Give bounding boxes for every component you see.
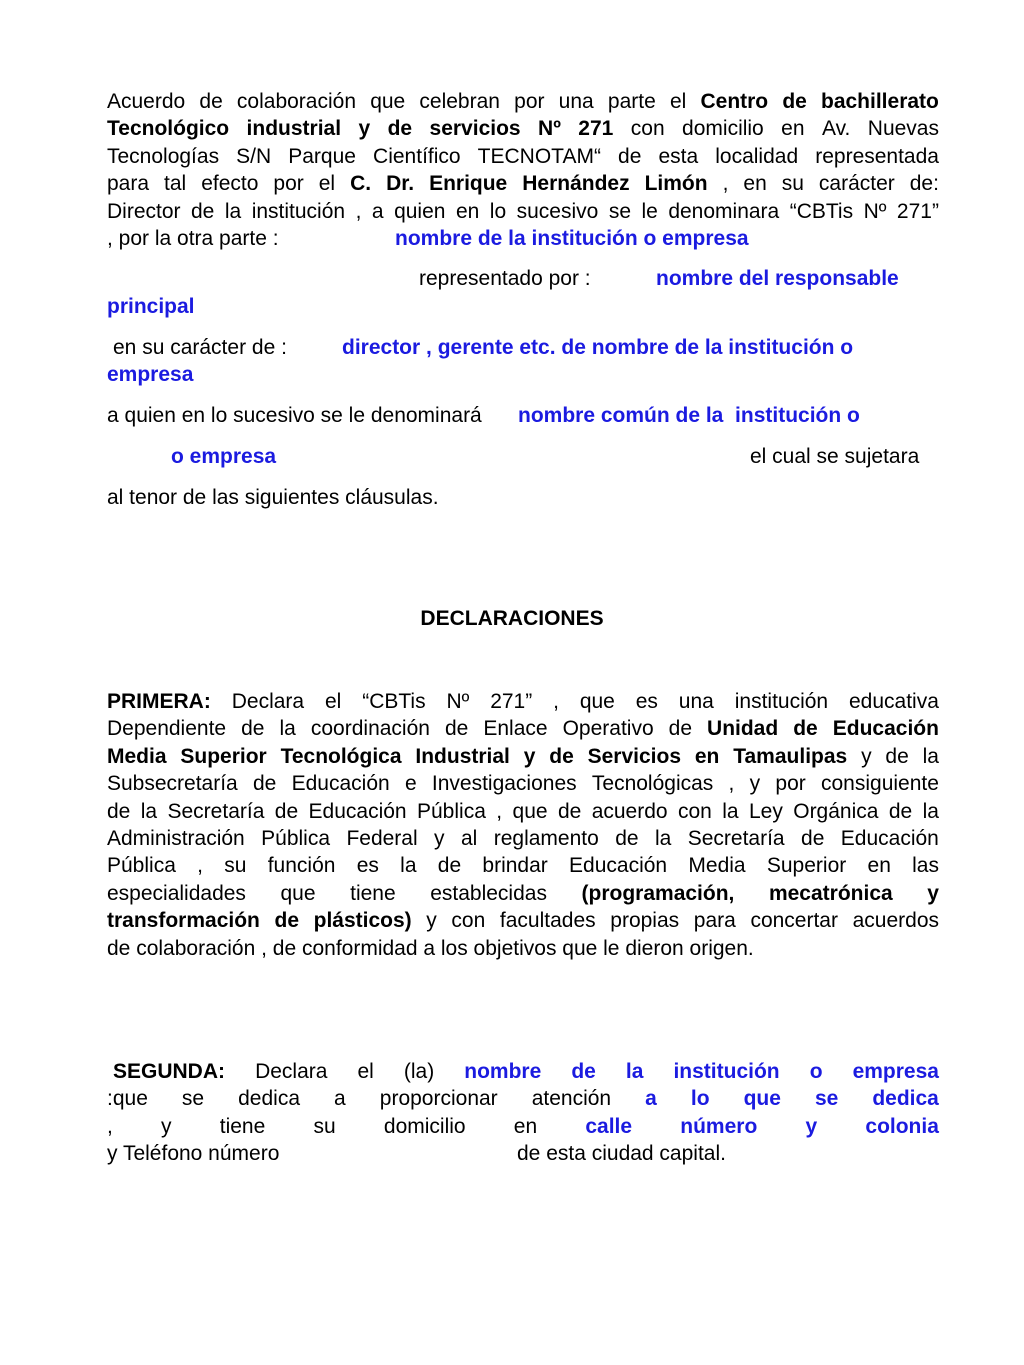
tenor-text: al tenor de las siguientes cláusulas. (107, 486, 439, 509)
primera-line-5: de la Secretaría de Educación Pública , que de acuerdo con la Ley Orgánica de la (107, 799, 939, 823)
intro-line-1: Acuerdo de colaboración que celebran por una parte el Centro de bachillerato (107, 90, 939, 113)
primera-line-8: especialidades que tiene establecidas (programación, mecatrónica y (107, 881, 939, 905)
intro-line-2: Tecnológico industrial y de servicios Nº 271 con domicilio en Av. Nuevas (107, 117, 939, 141)
primera-paragraph (107, 688, 939, 962)
otra-parte-value: nombre de la institución o empresa (395, 227, 749, 250)
segunda-paragraph (107, 1058, 939, 1168)
primera-line-9: transformación de plásticos) y con facultades propias para concertar acuerdos (107, 909, 939, 933)
primera-line-1: PRIMERA: Declara el “CBTis Nº 271” , que es una institución educativa (107, 688, 939, 715)
otra-parte-label: , por la otra parte : (107, 227, 279, 250)
segunda-line-4: y Teléfono número de esta ciudad capital. (107, 1142, 726, 1166)
sujetara-text: el cual se sujetara (750, 445, 920, 468)
representado-value: nombre del responsable (656, 267, 899, 290)
primera-label: PRIMERA: (107, 690, 211, 713)
primera-line-7: Pública , su función es la de brindar Educación Media Superior en las (107, 854, 939, 878)
caracter-label: en su carácter de : (113, 336, 287, 359)
declaraciones-heading: DECLARACIONES (420, 607, 604, 630)
primera-line-4: Subsecretaría de Educación e Investigaciones Tecnológicas , y por consiguiente (107, 772, 939, 796)
segunda-line-3: , y tiene su domicilio en calle número y colonia (107, 1114, 939, 1138)
segunda-line-2: :que se dedica a proporcionar atención a lo que se dedica (107, 1087, 939, 1111)
intro-line-3: Tecnologías S/N Parque Científico TECNOTAM“ de esta localidad representada (107, 144, 939, 168)
intro-line-5: Director de la institución , a quien en lo sucesivo se le denominara “CBTis Nº 271” (107, 199, 939, 223)
primera-line-6: Administración Pública Federal y al reglamento de la Secretaría de Educación (107, 826, 939, 850)
caracter-value: director , gerente etc. de nombre de la institución o (342, 336, 854, 359)
segunda-label: SEGUNDA: (113, 1060, 226, 1083)
segunda-line-1: SEGUNDA: Declara el (la) nombre de la institución o empresa (107, 1058, 939, 1085)
document-page (107, 88, 939, 225)
denominara-value-cont: o empresa (171, 445, 277, 468)
primera-line-3: Media Superior Tecnológica Industrial y de Servicios en Tamaulipas y de la (107, 744, 939, 768)
primera-line-2: Dependiente de la coordinación de Enlace Operativo de Unidad de Educación (107, 717, 939, 741)
caracter-value-cont: empresa (107, 363, 194, 386)
representado-label: representado por : (419, 267, 591, 290)
denominara-label: a quien en lo sucesivo se le denominará (107, 404, 482, 427)
primera-line-10: de colaboración , de conformidad a los objetivos que le dieron origen. (107, 936, 754, 960)
denominara-value: nombre común de la institución o (518, 404, 860, 427)
representado-value-cont: principal (107, 295, 195, 318)
intro-line-4: para tal efecto por el C. Dr. Enrique Hernández Limón , en su carácter de: (107, 172, 939, 196)
